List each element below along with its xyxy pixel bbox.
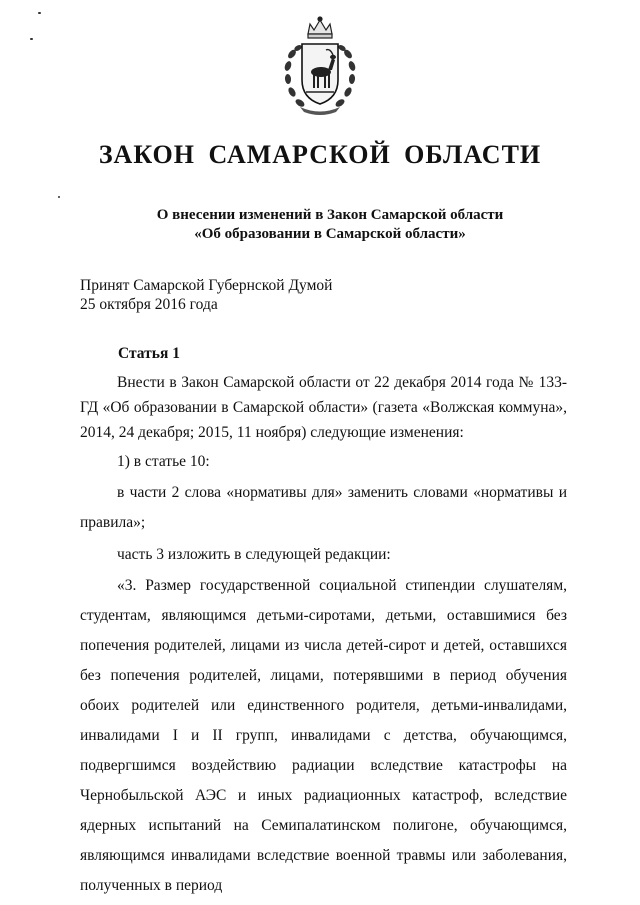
- samara-coat-of-arms-icon: [278, 14, 362, 118]
- article-paragraph: в части 2 слова «нормативы для» заменить словами «нормативы и правила»;: [80, 484, 567, 531]
- article-paragraph: Внести в Закон Самарской области от 22 декабря 2014 года № 133-ГД «Об образовании в Самарской области» (газета «Волжская коммуна», 2014, 24 декабря; 2015, 11 ноября) следующие изменения:: [80, 374, 567, 441]
- article-body: [80, 370, 567, 901]
- scan-speck: [30, 38, 33, 40]
- subtitle-line: О внесении изменений в Закон Самарской области: [156, 207, 504, 223]
- adoption-date: 25 октября 2016 года: [80, 296, 218, 313]
- adoption-body: Принят Самарской Губернской Думой: [80, 277, 333, 294]
- adoption-note: [80, 276, 332, 314]
- law-title: ЗАКОН САМАРСКОЙ ОБЛАСТИ: [98, 140, 542, 169]
- article-paragraph: часть 3 изложить в следующей редакции:: [117, 546, 391, 563]
- article-heading: Статья 1: [118, 345, 180, 362]
- subtitle-line: «Об образовании в Самарской области»: [194, 226, 466, 242]
- scan-speck: [58, 196, 60, 198]
- law-subtitle: [60, 206, 600, 244]
- quoted-text: «3. Размер государственной социальной стипендии слушателям, студентам, являющимся детьми-сиротами, детьми, оставшимися без попечения родителей, лицами из числа детей-сирот и детей, оставшихся без попечения родителей, лицами, потерявшими в период обучения обоих родителей или единственного родителя, детьми-инвалидами, инвалидами I и II групп, инвалидами с детства, обучающимся, подвергшимся воздействию радиации вследствие катастрофы на Чернобыльской АЭС и иных радиационных катастроф, вследствие ядерных испытаний на Семипалатинском полигоне, обучающимся, являющимся инвалидами вследствие военной травмы или заболевания, полученных в период: [80, 577, 567, 894]
- scan-speck: [38, 12, 41, 14]
- article-item: 1) в статье 10:: [117, 453, 210, 470]
